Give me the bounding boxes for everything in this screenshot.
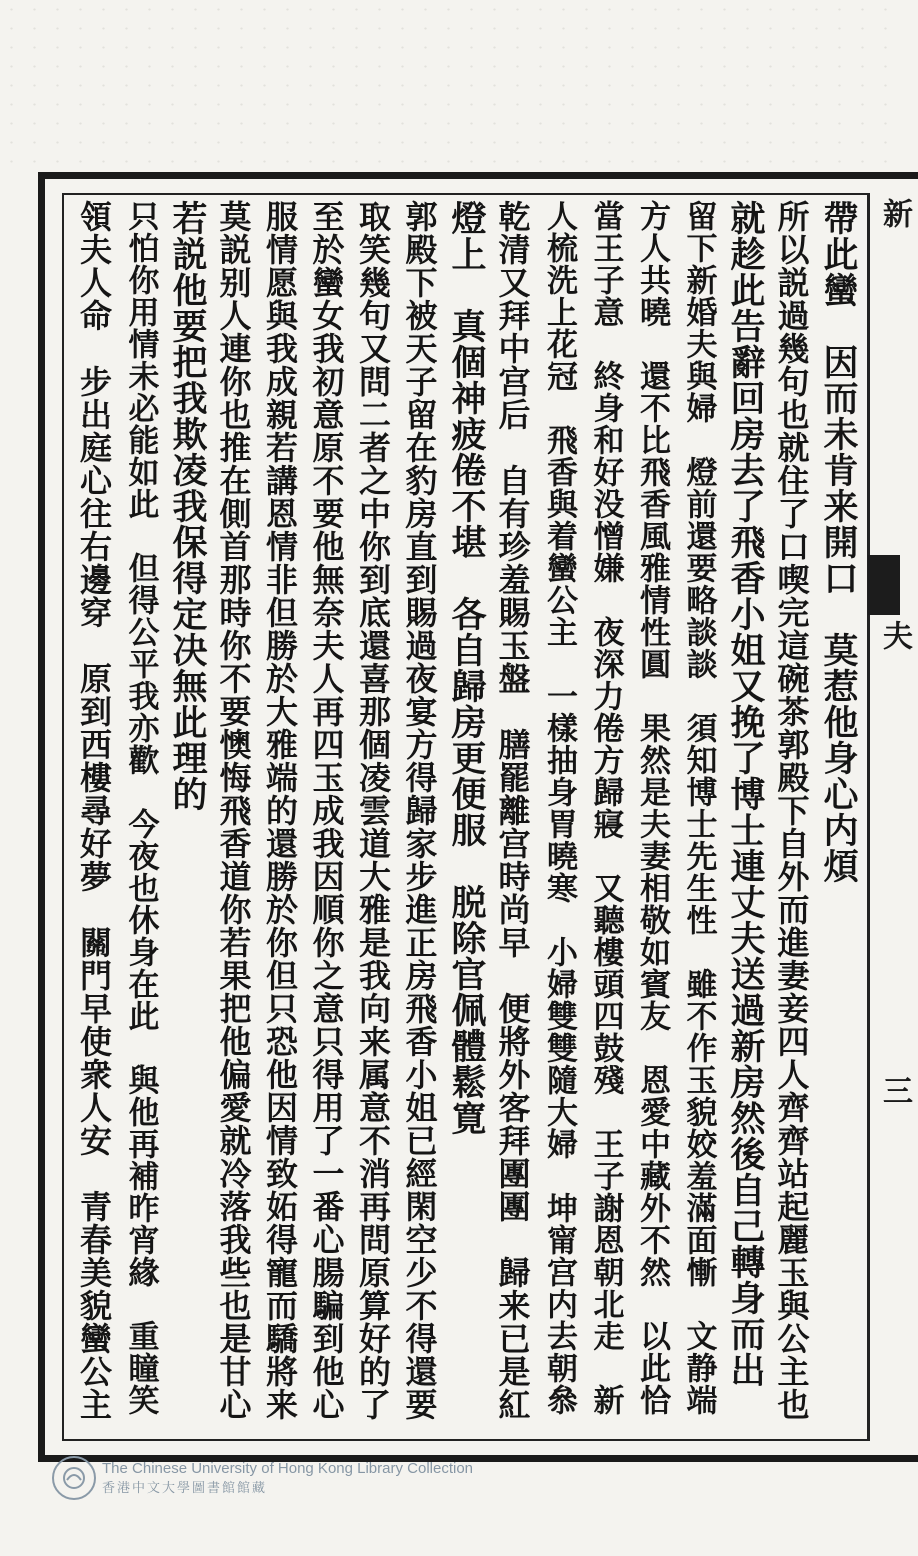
text-column: 服情愿與我成親若講恩情非但勝於大雅端的還勝於你但只恐他因情致妬得寵而驕將来 — [261, 200, 299, 1421]
text-body — [70, 200, 862, 1432]
library-watermark — [52, 1456, 473, 1500]
text-column: 乾清又拜中宫后 自有珍羞賜玉盤 膳罷離宫時尚早 便將外客拜團團 歸来已是紅 — [493, 200, 532, 1421]
watermark-english: The Chinese University of Hong Kong Library Collection — [102, 1460, 474, 1477]
library-logo-icon — [52, 1456, 96, 1500]
watermark-chinese: 香港中文大學圖書館館藏 — [102, 1480, 268, 1495]
text-column: 留下新婚夫與婦 燈前還要略談談 須知博士先生性 雖不作玉貌姣羞滿面慚 文静端 — [680, 200, 717, 1416]
page-side-title: 夫 — [877, 620, 912, 650]
text-column: 若説他要把我欺凌我保得定决無此理的 — [167, 200, 208, 812]
text-column: 郭殿下被天子留在豹房直到賜過夜宴方得歸家步進正房飛香小姐已經閑空少不得還要 — [400, 200, 439, 1421]
text-column: 只怕你用情未必能如此 但得公平我亦歡 今夜也休身在此 與他再補昨宵緣 重瞳笑 — [122, 200, 159, 1416]
text-column: 至於蠻女我初意原不要他無奈夫人再四玉成我因順你之意只得用了一番心腸騙到他心 — [307, 200, 346, 1421]
paper-speckle — [0, 0, 900, 170]
text-column: 人梳洗上花冠 飛香與着蠻公主 一樣抽身胃曉寒 小婦雙雙隨大婦 坤甯宫内去朝叅 — [541, 200, 577, 1416]
text-column: 所以説過幾句也就住了口喫完這碗茶郭殿下自外而進妻妾四人齊齊站起麗玉與公主也 — [772, 200, 811, 1421]
text-column: 就趁此告辭回房去了飛香小姐又挽了博士連丈夫送過新房然後自己轉身而出 — [725, 200, 766, 1388]
text-column: 帶此蠻 因而未肯来開口 莫惹他身心内煩 — [818, 200, 859, 884]
text-column: 莫説别人連你也推在側首那時你不要懊悔飛香道你若果把他偏愛就冷落我些也是甘心 — [214, 200, 253, 1421]
page-number: 三 — [877, 1075, 912, 1105]
text-column: 領夫人命 步出庭心往右邊穿 原到西樓尋好夢 關門早使衆人安 青春美貌蠻公主 — [75, 200, 113, 1421]
page-title: 新 — [877, 198, 912, 228]
text-column: 當王子意 終身和好没憎嫌 夜深力倦方歸寢 又聽樓頭四鼓殘 王子謝恩朝北走 新 — [587, 200, 624, 1416]
fish-tail-mark — [868, 555, 900, 615]
text-column: 方人共曉 還不比飛香風雅情性圓 果然是夫妻相敬如賓友 恩愛中藏外不然 以此恰 — [634, 200, 670, 1416]
text-column: 取笑幾句又問二者之中你到底還喜那個凌雲道大雅是我向来属意不消再問原算好的了 — [354, 200, 392, 1421]
text-column: 燈上 真個神疲倦不堪 各自歸房更便服 脱除官佩體鬆寛 — [446, 200, 487, 1136]
